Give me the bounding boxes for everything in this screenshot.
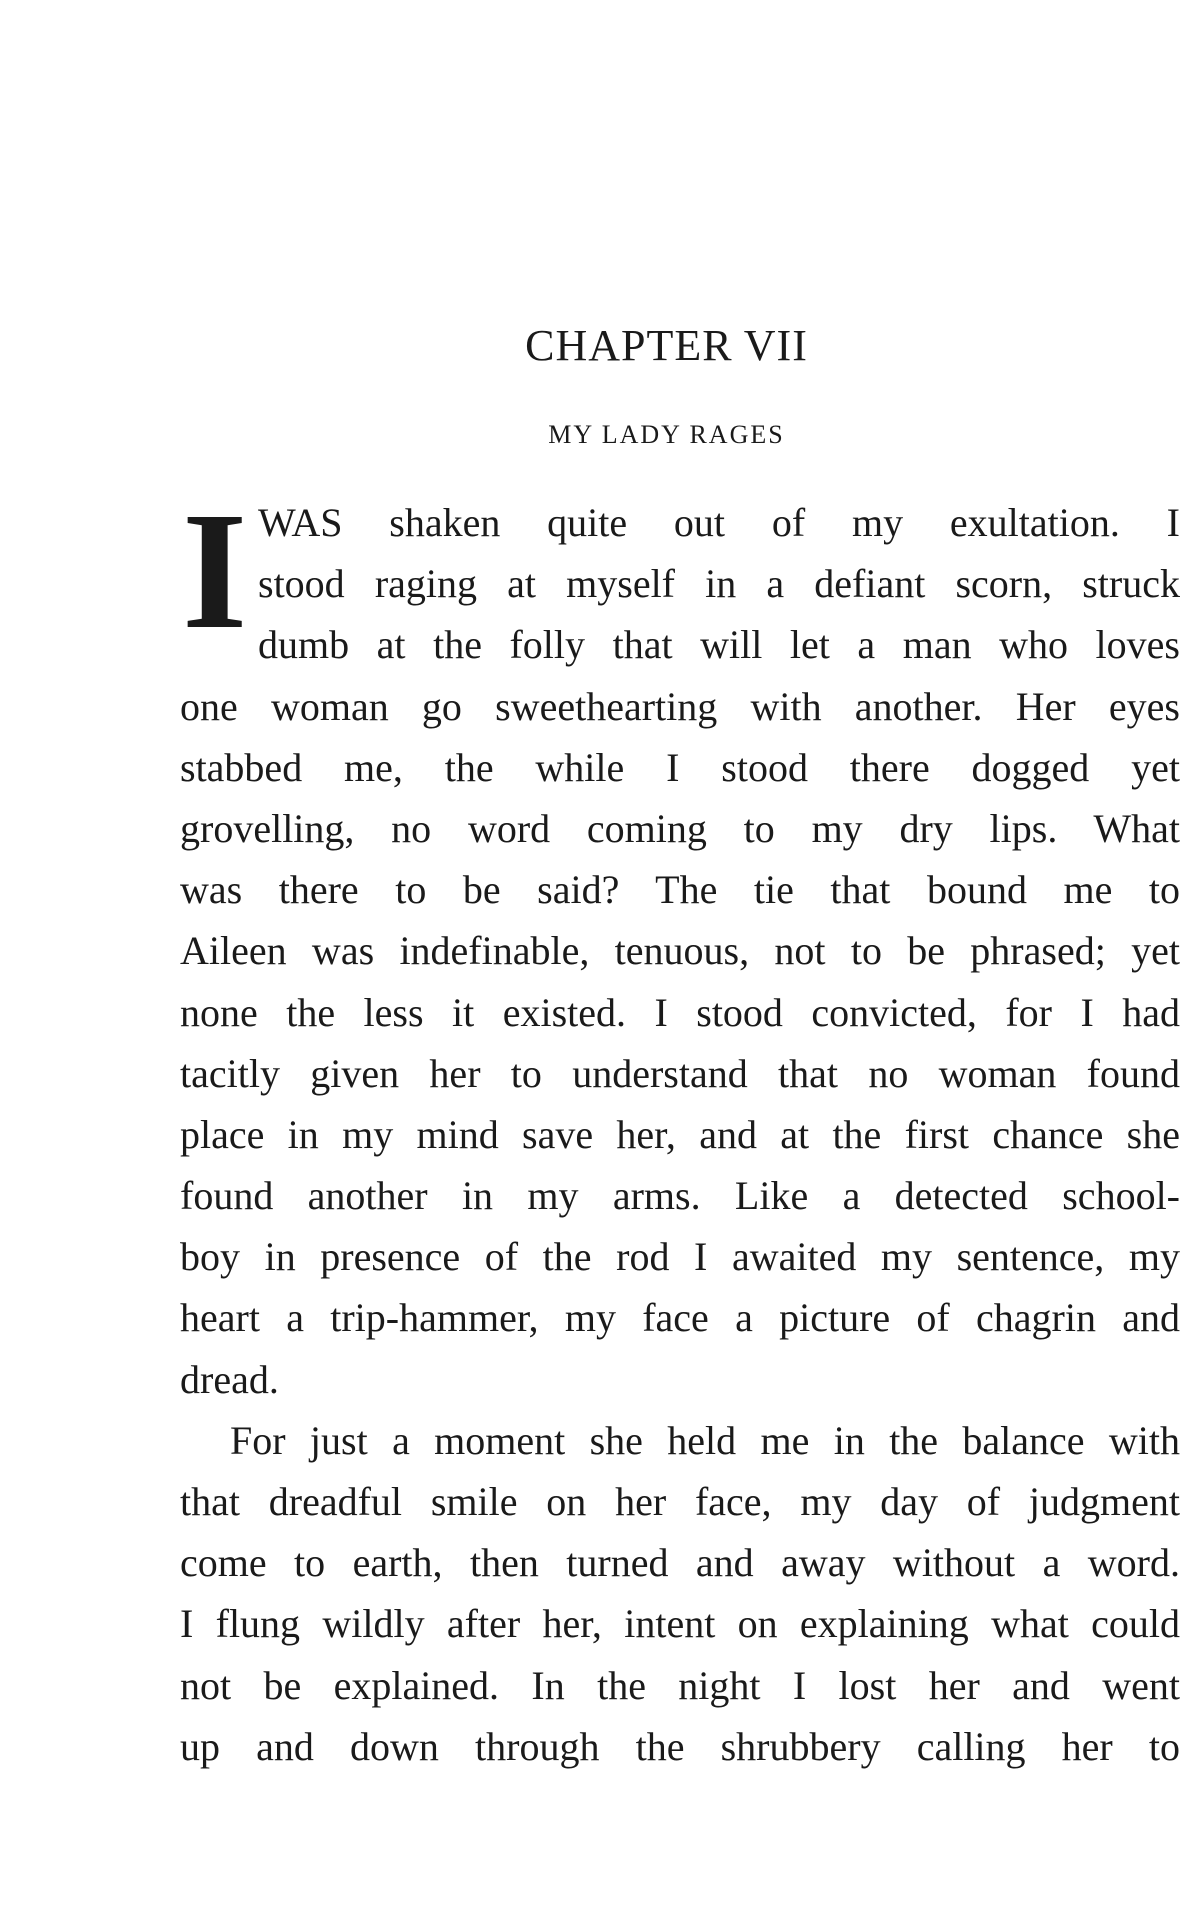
paragraph-2: [180, 1410, 1180, 1777]
chapter-subtitle: MY LADY RAGES: [548, 420, 785, 449]
text-line: up and down through the shrubbery calling her to: [180, 1723, 1180, 1769]
text-line: none the less it existed. I stood convicted, for I had: [180, 989, 1180, 1035]
text-line: dumb at the folly that will let a man who loves: [258, 622, 1180, 668]
text-line: Aileen was indefinable, tenuous, not to be phrased; yet: [180, 928, 1180, 974]
text-line: For just a moment she held me in the balance with: [230, 1417, 1180, 1463]
text-line: one woman go sweethearting with another. Her eyes: [180, 683, 1180, 729]
text-line: dread.: [180, 1356, 279, 1402]
text-line: I flung wildly after her, intent on explaining what could: [180, 1601, 1180, 1647]
text-line: stood raging at myself in a defiant scorn, struck: [258, 561, 1180, 607]
text-line: heart a trip-hammer, my face a picture of chagrin and: [180, 1295, 1180, 1341]
text-line: tacitly given her to understand that no woman found: [180, 1050, 1180, 1096]
text-line: was there to be said? The tie that bound me to: [180, 867, 1180, 913]
text-line: found another in my arms. Like a detected school-: [180, 1173, 1180, 1219]
text-line: grovelling, no word coming to my dry lips. What: [180, 805, 1180, 851]
text-line: place in my mind save her, and at the first chance she: [180, 1111, 1180, 1157]
text-line: stabbed me, the while I stood there dogged yet: [180, 744, 1180, 790]
drop-cap: I: [182, 478, 248, 664]
chapter-title: CHAPTER VII: [525, 321, 808, 370]
text-line: come to earth, then turned and away without a word.: [180, 1540, 1180, 1586]
text-line: that dreadful smile on her face, my day of judgment: [180, 1479, 1180, 1524]
text-line: not be explained. In the night I lost her and went: [180, 1662, 1180, 1708]
text-line: boy in presence of the rod I awaited my sentence, my: [180, 1234, 1180, 1280]
body-text: [180, 478, 1180, 1777]
text-line: WAS shaken quite out of my exultation. I: [258, 500, 1180, 545]
paragraph-1: [180, 478, 1180, 1410]
